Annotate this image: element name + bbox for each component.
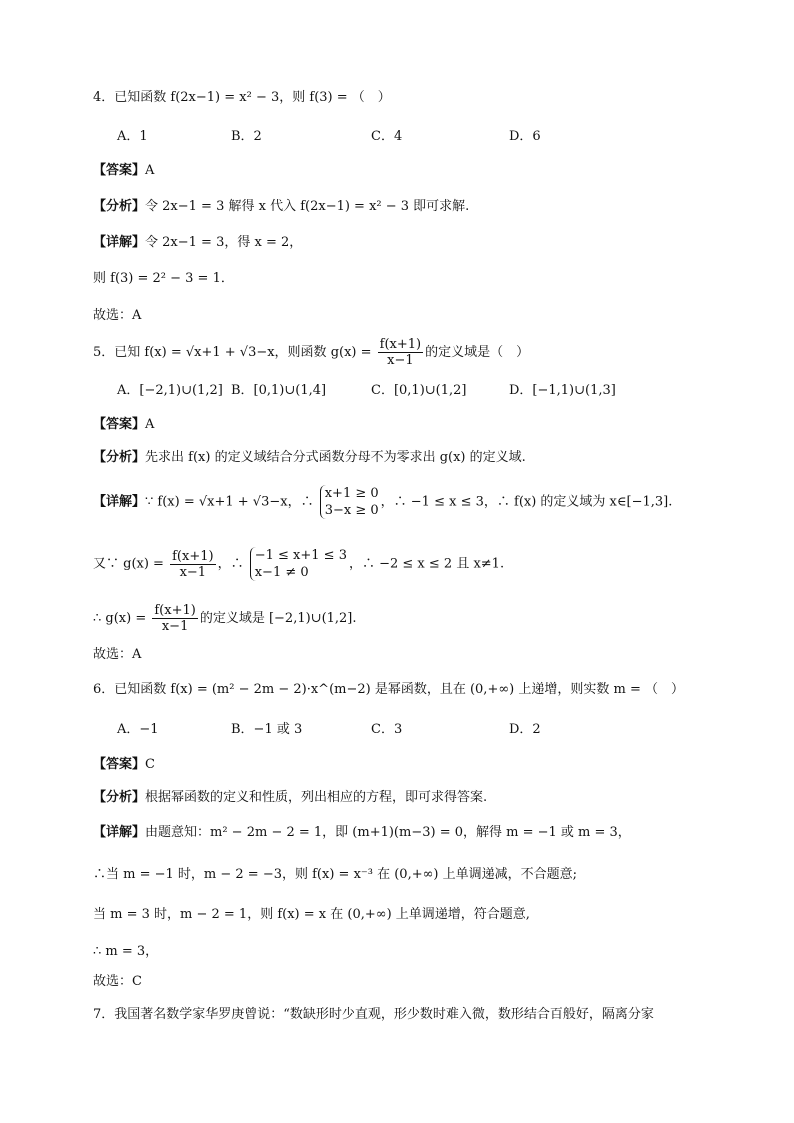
answer-value: A xyxy=(145,163,155,178)
inequality-system xyxy=(320,485,379,519)
line-start: ∴ g(x) = xyxy=(93,611,147,626)
inequality-system xyxy=(250,547,347,581)
detail-tag: 【详解】 xyxy=(93,235,146,250)
q5-detail-line-3 xyxy=(93,603,357,634)
answer-tag: 【答案】 xyxy=(93,417,146,432)
q5-option-c: C．[0,1)∪(1,2] xyxy=(371,383,467,398)
q6-option-d: D．2 xyxy=(509,722,541,737)
answer-tag: 【答案】 xyxy=(93,757,146,772)
system-row: 3−x ≥ 0 xyxy=(324,503,379,518)
q6-detail-line-4: ∴ m = 3， xyxy=(93,944,159,959)
analysis-text: 根据幂函数的定义和性质，列出相应的方程，即可求得答案. xyxy=(145,790,488,805)
q6-answer xyxy=(93,756,155,774)
system-row: x+1 ≥ 0 xyxy=(324,486,379,501)
q5-stem-fraction xyxy=(378,337,423,368)
q5-option-d: D．[−1,1)∪(1,3] xyxy=(509,383,616,398)
detail-text: 令 2x−1 = 3，得 x = 2， xyxy=(145,235,303,250)
q5-answer xyxy=(93,416,154,434)
detail-text: 由题意知：m² − 2m − 2 = 1，即 (m+1)(m−3) = 0，解得 m = −1 或 m = 3， xyxy=(145,825,631,840)
q5-stem-start: 5．已知 f(x) = √x+1 + √3−x，则函数 g(x) = xyxy=(93,345,372,360)
q4-detail-line-2: 则 f(3) = 2² − 3 = 1． xyxy=(93,271,234,286)
q5-option-a: A．[−2,1)∪(1,2] xyxy=(117,383,223,398)
q4-stem: 4．已知函数 f(2x−1) = x² − 3，则 f(3) = （ ） xyxy=(93,90,391,105)
q6-choose: 故选：C xyxy=(93,974,142,989)
analysis-tag: 【分析】 xyxy=(93,450,146,465)
fraction-numerator: f(x+1) xyxy=(154,603,196,618)
detail-text-end: ，∴ −1 ≤ x ≤ 3，∴ f(x) 的定义域为 x∈[−1,3]. xyxy=(380,494,673,510)
q6-analysis xyxy=(93,789,487,807)
g-fraction xyxy=(170,549,215,580)
q4-option-d: D．6 xyxy=(509,129,541,144)
fraction-denominator: x−1 xyxy=(179,564,207,580)
q7-stem: 7．我国著名数学家华罗庚曾说：“数缺形时少直观，形少数时难入微，数形结合百般好，隔离分家 xyxy=(93,1007,654,1022)
q4-option-a: A．1 xyxy=(117,129,148,144)
answer-value: A xyxy=(145,417,155,432)
q6-option-b: B．−1 或 3 xyxy=(231,722,303,737)
q5-choose: 故选：A xyxy=(93,647,142,662)
q6-detail-line-2: ∴当 m = −1 时，m − 2 = −3，则 f(x) = x⁻³ 在 (0,+∞) 上单调递减，不合题意; xyxy=(93,867,578,882)
q4-option-c: C．4 xyxy=(371,129,403,144)
analysis-tag: 【分析】 xyxy=(93,790,146,805)
q4-answer xyxy=(93,162,154,180)
answer-tag: 【答案】 xyxy=(93,163,146,178)
answer-value: C xyxy=(145,757,155,772)
line-mid: ，∴ xyxy=(217,556,244,572)
detail-tag: 【详解】 xyxy=(93,825,146,840)
q5-stem-end: 的定义域是（ ） xyxy=(425,345,530,360)
line-start: 又∵ g(x) = xyxy=(93,556,164,572)
q5-option-b: B．[0,1)∪(1,4] xyxy=(231,383,327,398)
fraction-denominator: x−1 xyxy=(161,619,189,634)
fraction-denominator: x−1 xyxy=(387,353,414,368)
q6-option-a: A．−1 xyxy=(117,722,159,737)
analysis-text: 令 2x−1 = 3 解得 x 代入 f(2x−1) = x² − 3 即可求解. xyxy=(145,199,470,214)
line-end: 的定义域是 [−2,1)∪(1,2]. xyxy=(199,611,357,626)
q4-analysis xyxy=(93,198,469,216)
q5-stem xyxy=(93,337,529,368)
line-end: ，∴ −2 ≤ x ≤ 2 且 x≠1. xyxy=(348,556,505,572)
q5-detail xyxy=(93,485,672,519)
q6-detail-line-3: 当 m = 3 时，m − 2 = 1，则 f(x) = x 在 (0,+∞) 上单调递增，符合题意, xyxy=(93,907,530,922)
q4-option-b: B．2 xyxy=(231,129,262,144)
detail-text-start: ∵ f(x) = √x+1 + √3−x，∴ xyxy=(145,494,314,510)
q5-detail-line-2 xyxy=(93,547,504,581)
q6-detail xyxy=(93,824,631,842)
analysis-text: 先求出 f(x) 的定义域结合分式函数分母不为零求出 g(x) 的定义域. xyxy=(145,450,526,465)
q4-detail xyxy=(93,234,302,252)
fraction-numerator: f(x+1) xyxy=(172,548,214,564)
fraction-numerator: f(x+1) xyxy=(379,337,422,352)
q4-choose: 故选：A xyxy=(93,308,142,323)
q5-analysis xyxy=(93,449,526,467)
g-fraction xyxy=(152,603,197,634)
q6-stem: 6．已知函数 f(x) = (m² − 2m − 2)·x^(m−2) 是幂函数，且在 (0,+∞) 上递增，则实数 m = （ ） xyxy=(93,682,684,697)
system-row: −1 ≤ x+1 ≤ 3 xyxy=(254,548,347,563)
analysis-tag: 【分析】 xyxy=(93,199,146,214)
system-row: x−1 ≠ 0 xyxy=(254,565,309,580)
q6-option-c: C．3 xyxy=(371,722,403,737)
detail-tag: 【详解】 xyxy=(93,494,146,510)
